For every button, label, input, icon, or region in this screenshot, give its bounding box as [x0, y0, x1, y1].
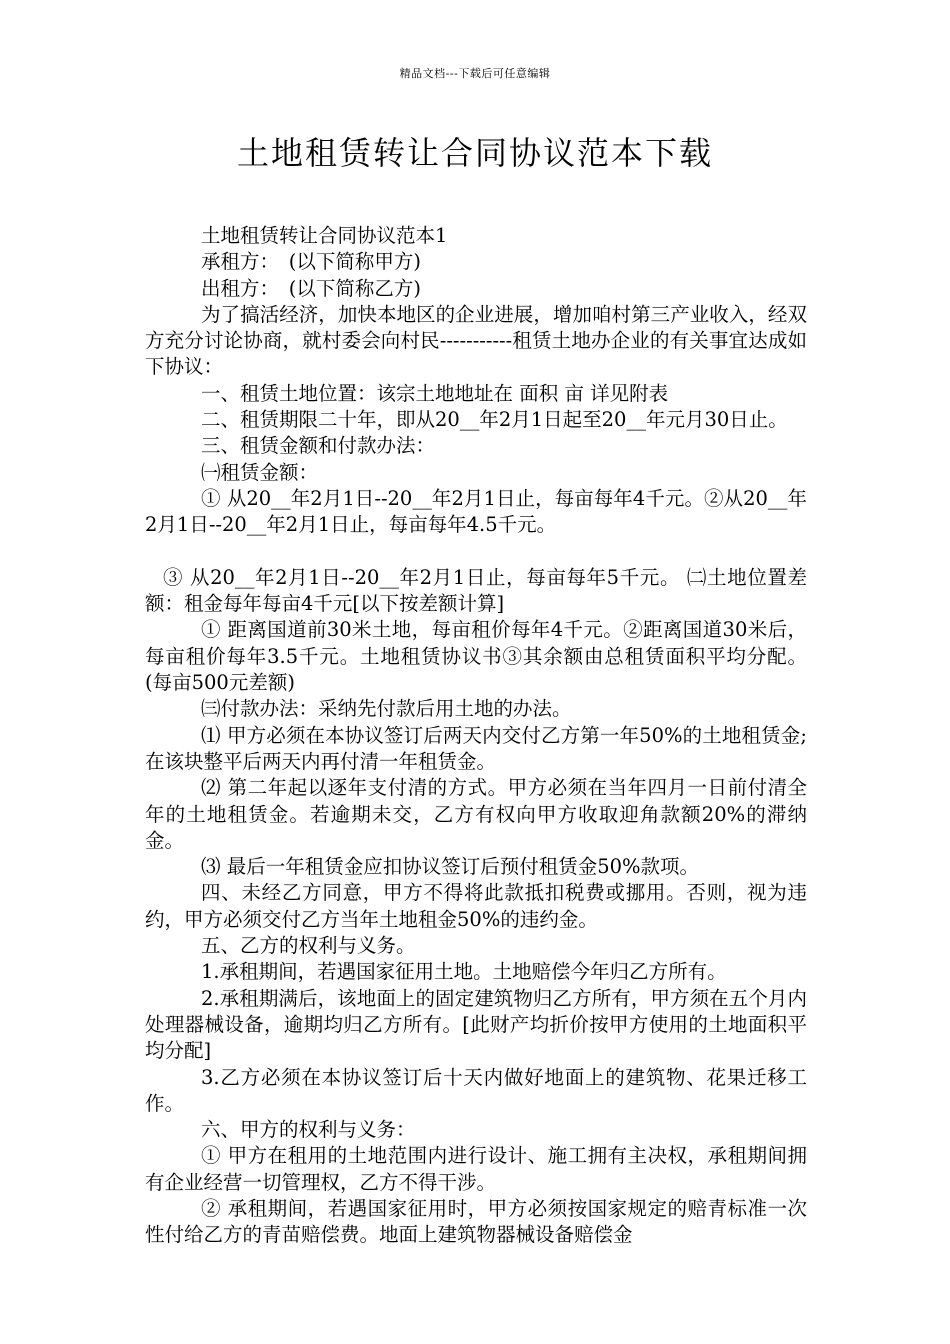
paragraph-payment-3: ⑶ 最后一年租赁金应扣协议签订后预付租赁金50%款项。	[201, 855, 700, 879]
paragraph-lessor: 出租方： (以下简称乙方)	[201, 276, 421, 300]
paragraph-clause-5: 五、乙方的权利与义务。	[201, 934, 416, 958]
paragraph-payment-method: ㈢付款办法：采纳先付款后用土地的办法。	[201, 697, 572, 721]
paragraph-clause-6-1: ① 甲方在租用的土地范围内进行设计、施工拥有主决权，承租期间拥有企业经营一切管理权，乙方不得干涉。	[145, 1144, 807, 1194]
paragraph-payment-1: ⑴ 甲方必须在本协议签订后两天内交付乙方第一年50%的土地租赁金;在该块整平后两天内再付清一年租赁金。	[145, 723, 807, 773]
paragraph-clause-5-1: 1.承租期间，若遇国家征用土地。土地赔偿今年归乙方所有。	[201, 960, 727, 984]
paragraph-clause-5-2: 2.承租期满后，该地面上的固定建筑物归乙方所有，甲方须在五个月内处理器械设备，逾期均归乙方所有。[此财产均折价按甲方使用的土地面积平均分配]	[145, 986, 807, 1063]
paragraph-rent-amount: ㈠租赁金额：	[201, 460, 319, 484]
paragraph-clause-2: 二、租赁期限二十年，即从20__年2月1日起至20__年元月30日止。	[201, 408, 788, 432]
blank-line	[145, 539, 807, 565]
paragraph-payment-2: ⑵ 第二年起以逐年支付清的方式。甲方必须在当年四月一日前付清全年的土地租赁金。若逾期未交，乙方有权向甲方收取迎角款额20%的滞纳金。	[145, 776, 807, 852]
paragraph-rent-schedule: ① 从20__年2月1日--20__年2月1日止，每亩每年4千元。②从20__年2月1日--20__年2月1日止，每亩每年4.5千元。	[145, 486, 807, 537]
paragraph-clause-4: 四、未经乙方同意，甲方不得将此款抵扣税费或挪用。否则，视为违约，甲方必须交付乙方当年土地租金50%的违约金。	[145, 881, 807, 931]
paragraph-subtitle: 土地租赁转让合同协议范本1	[201, 224, 448, 247]
document-title: 土地租赁转让合同协议范本下载	[236, 134, 713, 172]
paragraph-lessee: 承租方： (以下简称甲方)	[201, 250, 421, 274]
paragraph-clause-5-3: 3.乙方必须在本协议签订后十天内做好地面上的建筑物、花果迁移工作。	[145, 1065, 807, 1115]
paragraph-rent-schedule-3: ③ 从20__年2月1日--20__年2月1日止，每亩每年5千元。 ㈡土地位置差额：租金每年每亩4千元[以下按差额计算]	[145, 565, 807, 616]
document-body	[145, 223, 807, 1249]
paragraph-clause-3: 三、租赁金额和付款办法：	[201, 434, 436, 458]
paragraph-clause-1: 一、租赁土地位置：该宗土地地址在 面积 亩 详见附表	[201, 381, 669, 405]
paragraph-clause-6-2: ② 承租期间，若遇国家征用时，甲方必须按国家规定的赔青标准一次性付给乙方的青苗赔偿费。地面上建筑物器械设备赔偿金	[145, 1196, 807, 1247]
header-note: 精品文档---下载后可任意编辑	[399, 67, 551, 80]
paragraph-preamble: 为了搞活经济，加快本地区的企业进展，增加咱村第三产业收入，经双方充分讨论协商，就村委会向村民-----------租赁土地办企业的有关事宜达成如下协议：	[145, 302, 807, 379]
paragraph-distance-pricing: ① 距离国道前30米土地，每亩租价每年4千元。②距离国道30米后，每亩租价每年3.5千元。土地租赁协议书③其余额由总租赁面积平均分配。(每亩500元差额)	[145, 618, 807, 695]
paragraph-clause-6: 六、甲方的权利与义务：	[201, 1118, 416, 1142]
